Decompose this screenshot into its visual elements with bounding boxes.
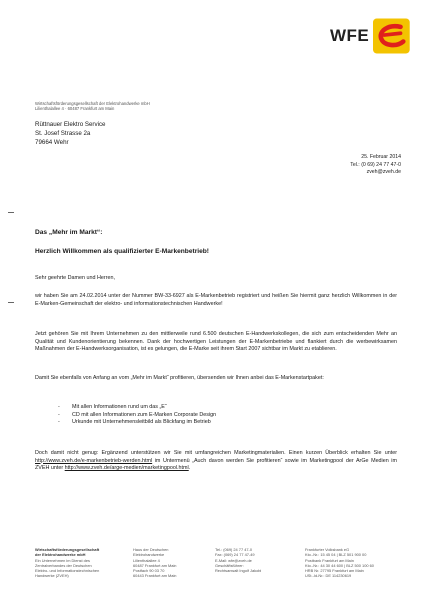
fold-mark <box>8 212 14 213</box>
e-mark-icon <box>373 18 410 54</box>
salutation: Sehr geehrte Damen und Herren, <box>35 275 116 281</box>
recipient-city: 79664 Wehr <box>35 139 69 146</box>
list-item: - Urkunde mit Unternehmensleitbild als Blickfang im Betrieb <box>58 419 211 426</box>
welcome-heading: Herzlich Willkommen als qualifizierter E-Markenbetrieb! <box>35 248 209 255</box>
recipient-address <box>35 120 106 147</box>
starterpack-list <box>58 404 216 427</box>
list-item: - Mit allen Informationen rund um das „E“ <box>58 404 167 410</box>
recipient-street: St. Josef Strasse 2a <box>35 130 91 137</box>
footer-contact: Tel.: (069) 24 77 47-0 Fax: (069) 24 77 47-49 E-Mail: wfe@zveh.de Geschäftsführer: Rechtsanwalt Ingolf Jakobi <box>215 547 262 574</box>
letter-date: 25. Februar 2014 <box>361 154 401 160</box>
date-contact-block <box>350 154 401 177</box>
sender-address-line: Wirtschaftsförderungsgesellschaft der Elektrohandwerke mbH Lilienthalallee 4 · 60487 Frankfurt am Main <box>35 101 150 111</box>
paragraph-community: Jetzt gehören Sie mit Ihrem Unternehmen zu den mittlerweile rund 6.500 deutschen E-Handwerkskollegen, die sich zum entscheidenden Mehr an Qualität und Kundenorientierung bekennen. Dank der hochwertigen Leistungen der E-Markenbetriebe und flankiert durch die werbewirksamen Maßnahmen der E-Handwerksorganisation, ist es gelungen, die E-Marke seit ihrem Start 2007 sichtbar im Markt zu etablieren. <box>35 331 397 353</box>
footer-company: Wirtschaftsförderungsgesellschaft der Elektrohandwerke mbH Ein Unternehmen im Dienst des Zentralverbandes der Deutschen Elektro- und Informationstechnischen Handwerke (ZVEH) <box>35 547 100 579</box>
email: zveh@zveh.de <box>366 169 401 175</box>
subject-line: Das „Mehr im Markt“: <box>35 229 103 236</box>
logo-text: WFE <box>330 26 370 45</box>
recipient-name: Rüttnauer Elektro Service <box>35 121 106 128</box>
paragraph-starterpack: Damit Sie ebenfalls von Anfang an vom „Mehr im Markt“ profitieren, übersenden wir Ihnen anbei das E-Markenstartpaket: <box>35 375 324 381</box>
footer-bank: Frankfurter Volksbank eG Kto.-Nr.: 15 45 04 | BLZ 501 900 00 Postbank Frankfurt am Main Kto.-Nr.: 44 30 44 600 | BLZ 500 100 60 HRB Nr. 27795 Frankfurt am Main USt.-Id-Nr.: DE 114230619 <box>305 547 374 579</box>
wfe-logo <box>330 16 410 56</box>
footer-address: Haus der Deutschen Elektrohandwerke Lilienthalallee 4 60487 Frankfurt am Main Postfach 90 03 70 60443 Frankfurt am Main <box>133 547 177 579</box>
link-e-markenbetrieb[interactable]: http://www.zveh.de/e-markenbetrieb-werden.html <box>35 457 153 464</box>
paragraph-registration: wir haben Sie am 24.02.2014 unter der Nummer BW-33-6927 als E-Markenbetrieb registriert und heißen Sie hiermit ganz herzlich Willkommen in der E-Marken-Gemeinschaft der elektro- und informationstechnischen Handwerke! <box>35 293 397 307</box>
link-marketingpool[interactable]: http://www.zveh.de/arge-medien/marketingpool.html <box>64 465 189 472</box>
list-item: - CD mit allen Informationen zum E-Marken Corporate Design <box>58 411 217 418</box>
paragraph-marketing: Doch damit nicht genug: Ergänzend unterstützen wir Sie mit umfangreichen Marketingmaterialien. Einen kurzen Überblick erhalten Sie unter http://www.zveh.de/e-markenbetrieb-werden.html im Untermenü „Auch davon werden Sie profitieren“ sowie im Marketingpool der ArGe Medien im ZVEH unter http://www.zveh.de/arge-medien/marketingpool.html. <box>35 450 397 472</box>
phone: Tel.: (0 69) 24 77 47-0 <box>350 161 401 168</box>
punch-mark <box>8 302 14 303</box>
